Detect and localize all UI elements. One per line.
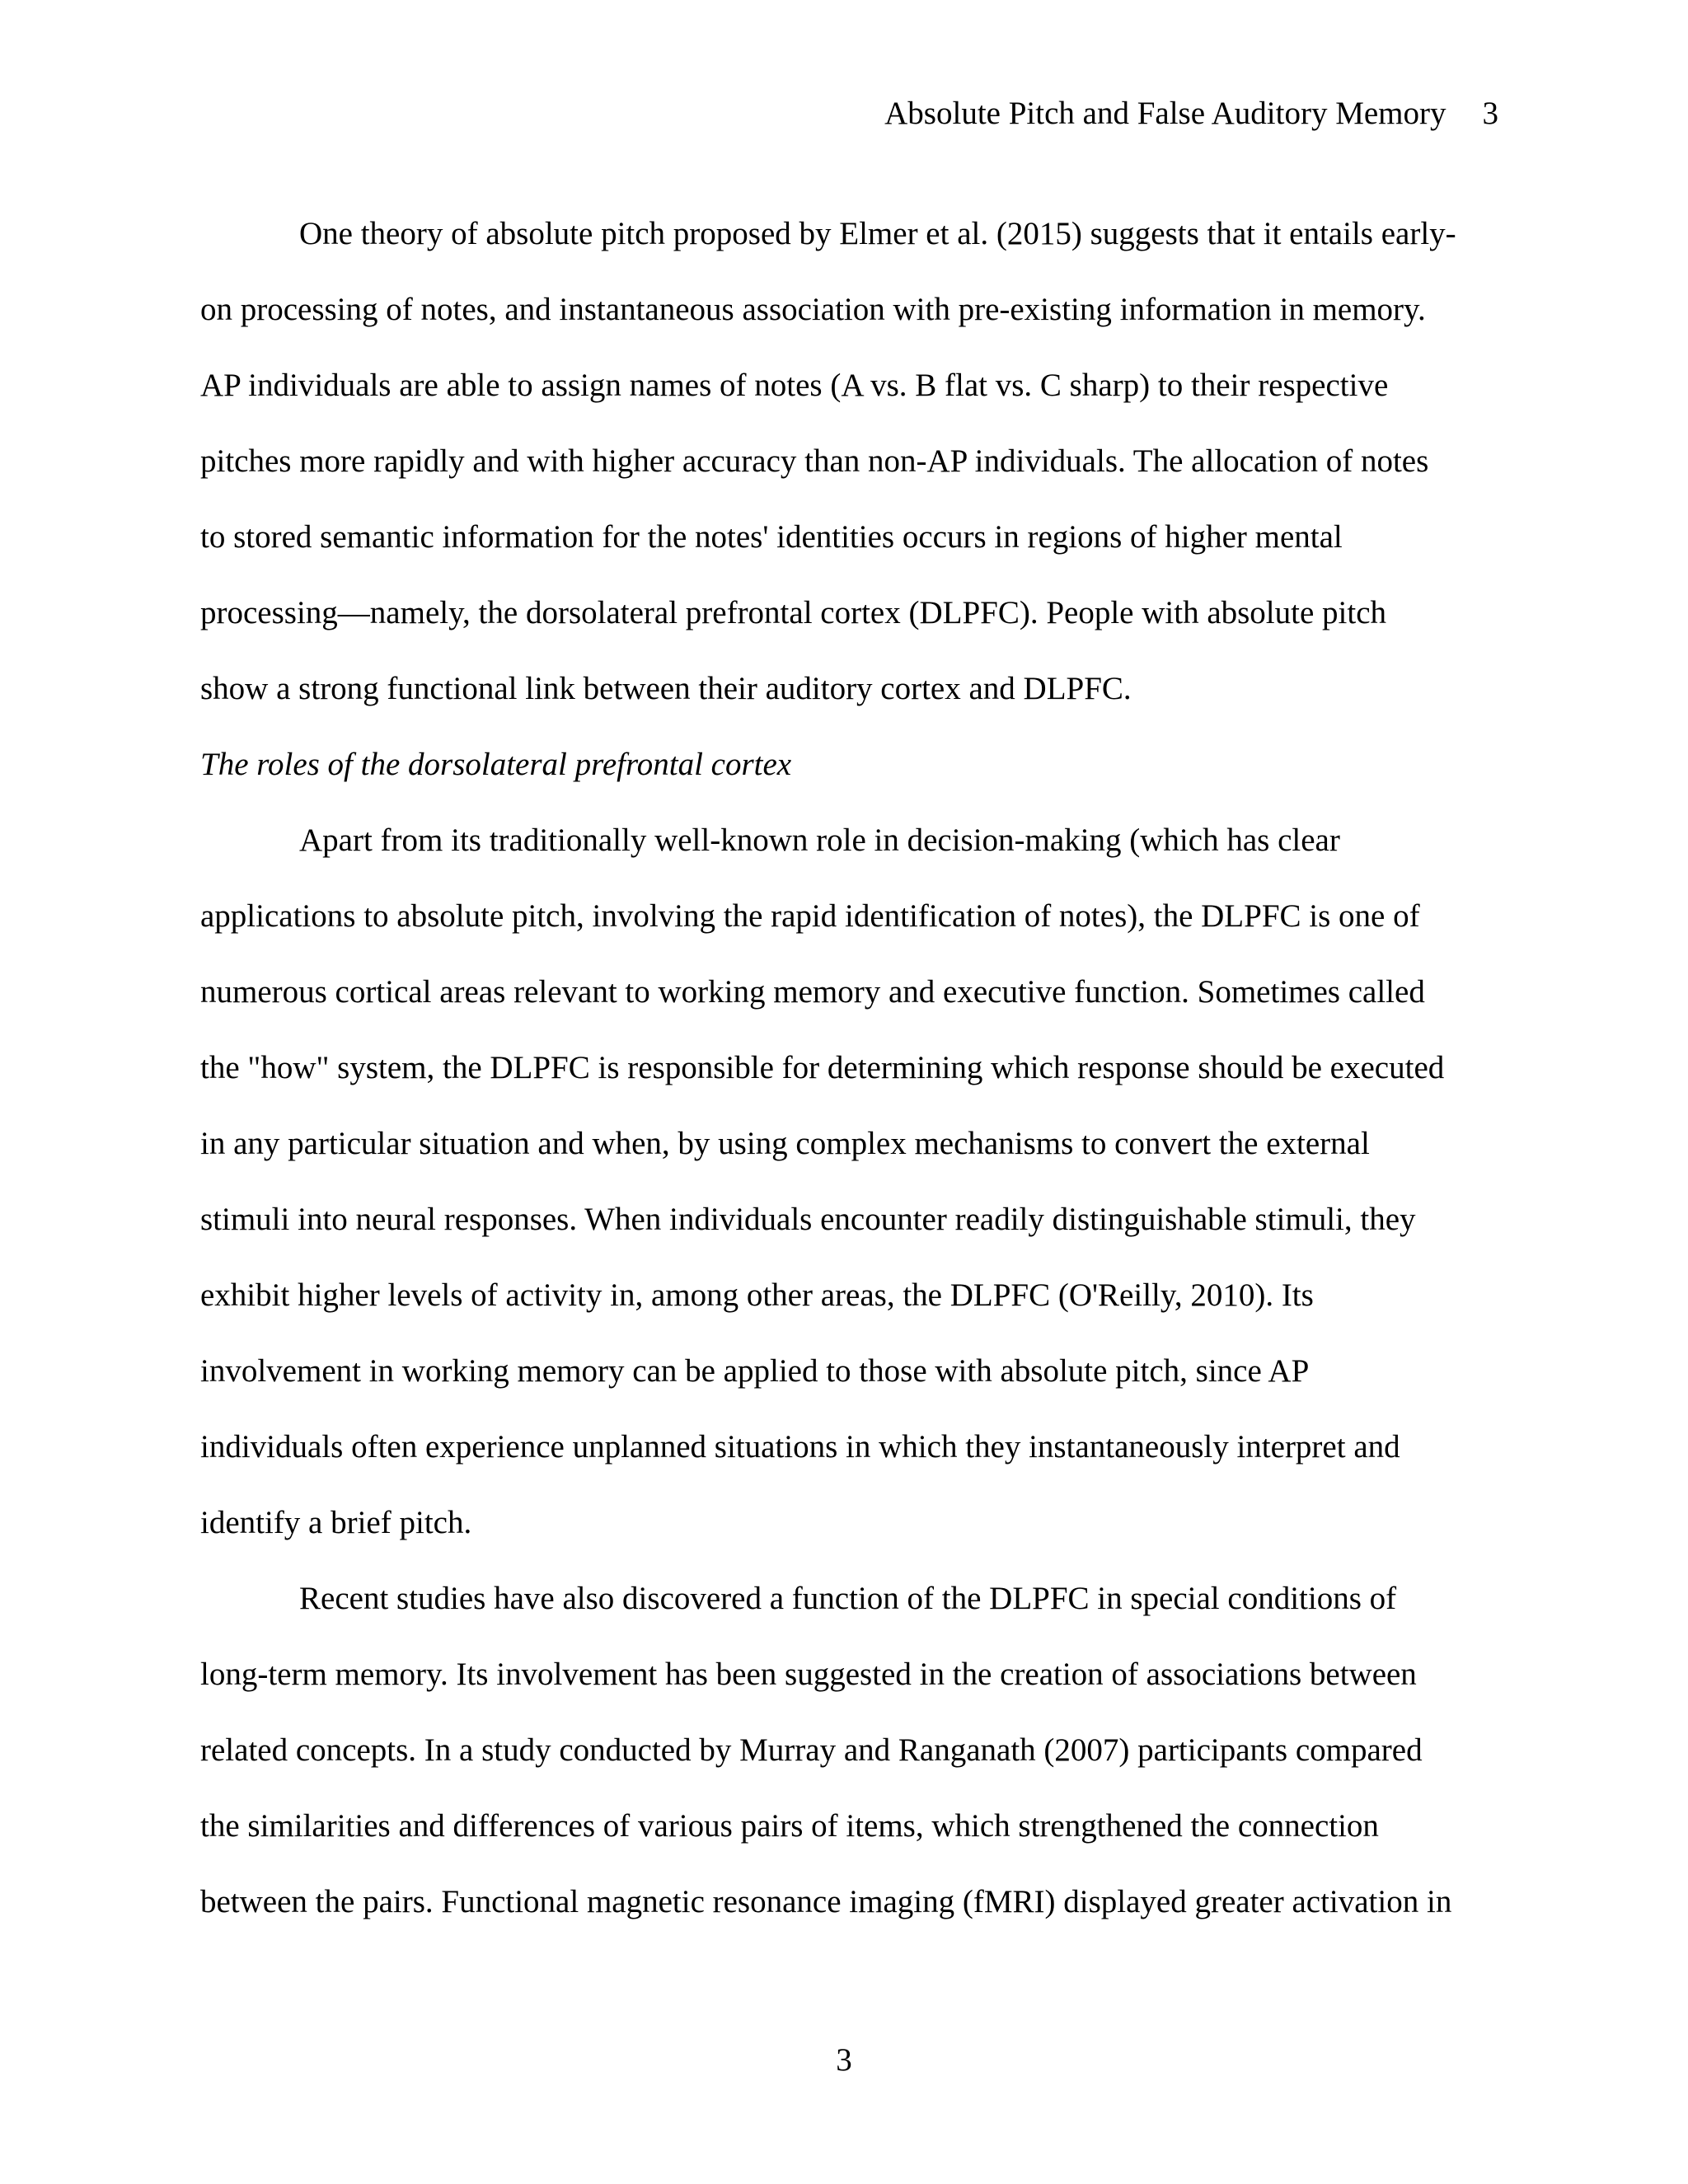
paragraph-line: Recent studies have also discovered a function of the DLPFC in special conditions of: [299, 1581, 1397, 1616]
running-head: [884, 97, 1498, 129]
paragraph-line: the "how" system, the DLPFC is responsible for determining which response should be executed: [200, 1050, 1445, 1085]
paragraph-line: exhibit higher levels of activity in, among other areas, the DLPFC (O'Reilly, 2010). Its: [200, 1277, 1314, 1313]
paragraph-line: pitches more rapidly and with higher accuracy than non-AP individuals. The allocation of notes: [200, 443, 1429, 479]
paragraph-line: the similarities and differences of various pairs of items, which strengthened the connection: [200, 1808, 1379, 1844]
paragraph-line: AP individuals are able to assign names of notes (A vs. B flat vs. C sharp) to their respective: [200, 368, 1389, 403]
running-head-title: Absolute Pitch and False Auditory Memory: [884, 96, 1447, 131]
running-head-page-number: 3: [1482, 96, 1498, 131]
paragraph-line: applications to absolute pitch, involving the rapid identification of notes), the DLPFC is one of: [200, 898, 1420, 934]
paragraph-line: processing—namely, the dorsolateral prefrontal cortex (DLPFC). People with absolute pitch: [200, 595, 1387, 630]
paragraph-line: related concepts. In a study conducted by Murray and Ranganath (2007) participants compared: [200, 1732, 1423, 1768]
paragraph-line: in any particular situation and when, by using complex mechanisms to convert the external: [200, 1126, 1370, 1161]
section-heading: The roles of the dorsolateral prefrontal cortex: [200, 747, 792, 782]
paragraph-line: identify a brief pitch.: [200, 1505, 472, 1540]
paragraph-line: stimuli into neural responses. When individuals encounter readily distinguishable stimuli, they: [200, 1202, 1416, 1237]
paragraph-line: long-term memory. Its involvement has been suggested in the creation of associations between: [200, 1657, 1417, 1692]
paragraph-line: on processing of notes, and instantaneous association with pre-existing information in memory.: [200, 292, 1426, 327]
paragraph-line: Apart from its traditionally well-known role in decision-making (which has clear: [299, 823, 1340, 858]
paragraph-line: involvement in working memory can be applied to those with absolute pitch, since AP: [200, 1353, 1310, 1389]
body-text: [200, 196, 1494, 1940]
paragraph-line: individuals often experience unplanned situations in which they instantaneously interpret and: [200, 1429, 1400, 1465]
paragraph-line: between the pairs. Functional magnetic resonance imaging (fMRI) displayed greater activation in: [200, 1884, 1452, 1919]
paragraph-line: One theory of absolute pitch proposed by Elmer et al. (2015) suggests that it entails early-: [299, 216, 1456, 251]
paragraph-line: to stored semantic information for the notes' identities occurs in regions of higher mental: [200, 519, 1343, 555]
page-footer-number: 3: [836, 2042, 852, 2078]
paragraph-line: show a strong functional link between their auditory cortex and DLPFC.: [200, 671, 1132, 706]
paragraph-line: numerous cortical areas relevant to working memory and executive function. Sometimes called: [200, 974, 1425, 1010]
